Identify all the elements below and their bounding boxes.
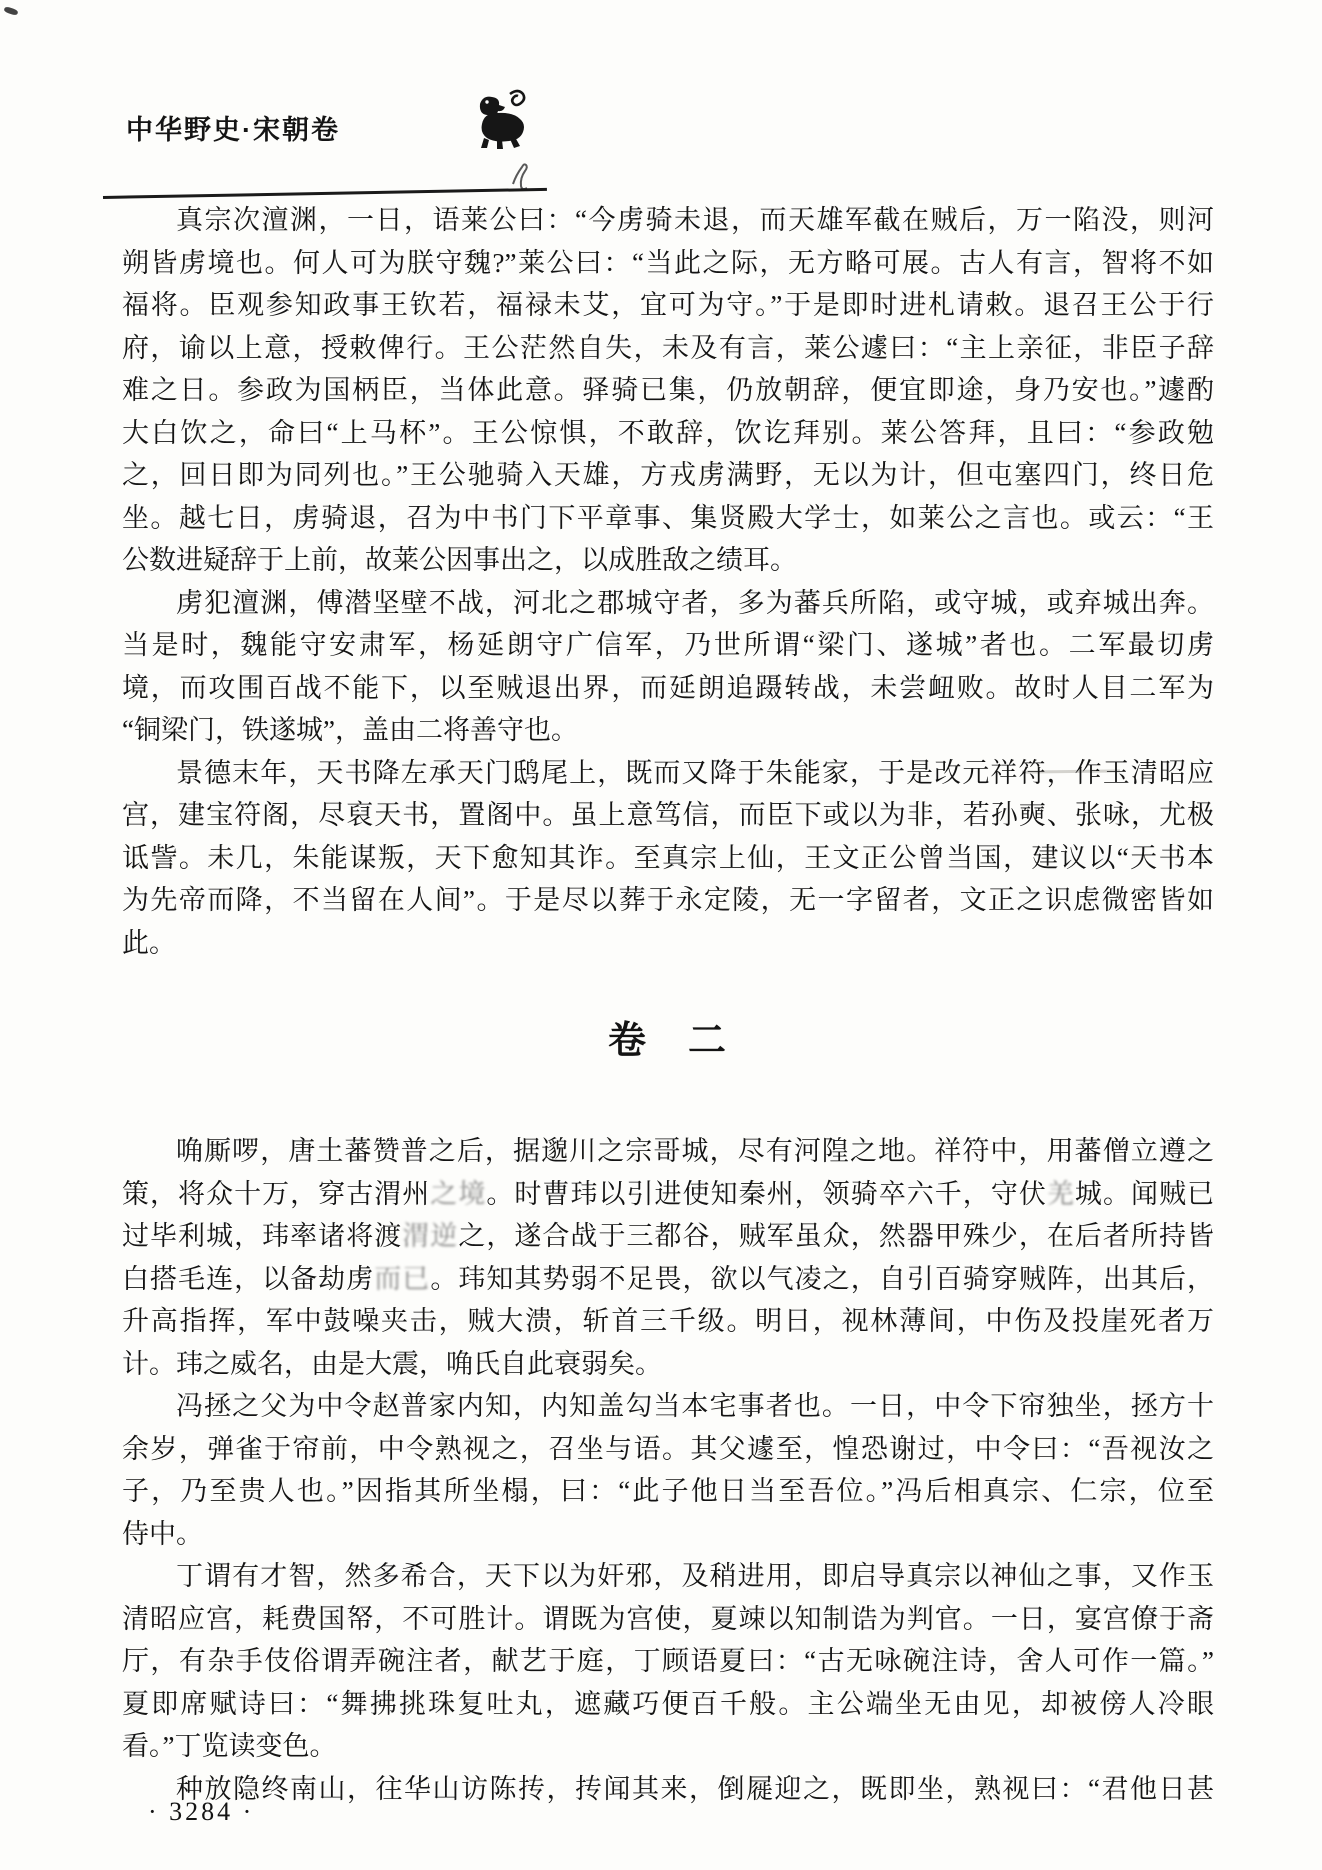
degraded-text: 羌	[1046, 1178, 1075, 1209]
text-line: 丁谓有才智，然多希合，天下以为奸邪，及稍进用，即启导真宗以神仙之事，又作玉	[176, 1561, 1214, 1591]
text-line: 种放隐终南山，往华山访陈抟，抟闻其来，倒屣迎之，既即坐，熟视曰：“君他日甚	[176, 1773, 1214, 1804]
text-line: 子，乃至贵人也。”因指其所坐榻，曰：“此子他日当至吾位。”冯后相真宗、仁宗，位至	[122, 1476, 1214, 1506]
text-line: 大白饮之，命曰“上马杯”。王公惊惧，不敢辞，饮讫拜别。莱公答拜，且曰：“参政勉	[122, 417, 1214, 448]
text-line: 厅，有杂手伎俗谓弄碗注者，献艺于庭，丁顾语夏曰：“古无咏碗注诗，舍人可作一篇。”	[122, 1646, 1214, 1676]
text-line: 为先帝而降，不当留在人间”。于是尽以葬于永定陵，无一字留者，文正之识虑微密皆如	[122, 885, 1214, 915]
text-line: 看。”丁览读变色。	[122, 1731, 337, 1761]
text-line: 福将。臣观参知政事王钦若，福禄未艾，宜可为守。”于是即时进札请敕。退召王公于行	[122, 290, 1214, 320]
degraded-text: 之境	[430, 1178, 487, 1209]
text-line: 虏犯澶渊，傅潜坚壁不战，河北之郡城守者，多为蕃兵所陷，或守城，或弃城出奔。	[176, 587, 1214, 618]
paragraph	[122, 1130, 1214, 1385]
text-line: 当是时，魏能守安肃军，杨延朗守广信军，乃世所谓“梁门、遂城”者也。二军最切虏	[122, 630, 1214, 660]
paragraph	[122, 1385, 1214, 1555]
degraded-text: 而已	[374, 1263, 431, 1294]
page-number: · 3284 ·	[148, 1797, 255, 1826]
text-line: 朔皆虏境也。何人可为朕守魏?”莱公曰：“当此之际，无方略可展。古人有言，智将不如	[122, 247, 1214, 278]
text-line: 境，而攻围百战不能下，以至贼退出界，而延朗追蹑转战，未尝衄败。故时人目二军为	[122, 672, 1214, 703]
text-line: 过毕利城，玮率诸将渡渭逆之，遂合战于三都谷，贼军虽众，然器甲殊少，在后者所持皆	[122, 1221, 1214, 1251]
text-line: 夏即席赋诗曰：“舞拂挑珠复吐丸，遮藏巧便百千般。主公端坐无由见，却被傍人冷眼	[122, 1688, 1214, 1719]
degraded-text: 渭逆	[402, 1221, 459, 1251]
paragraph	[122, 752, 1214, 965]
running-header-title: 中华野史·宋朝卷	[126, 115, 340, 145]
paragraph	[122, 1768, 1214, 1811]
paragraph	[122, 199, 1214, 582]
text-line: 坐。越七日，虏骑退，召为中书门下平章事、集贤殿大学士，如莱公之言也。或云：“王	[122, 502, 1214, 533]
text-line: 策，将众十万，穿古渭州之境。时曹玮以引进使知秦州，领骑卒六千，守伏羌城。闻贼已	[122, 1178, 1214, 1209]
section-heading: 卷 二	[607, 1020, 728, 1062]
text-line: 侍中。	[122, 1518, 203, 1549]
scan-speck	[3, 6, 18, 16]
text-body	[122, 199, 1214, 1810]
qilin-seal-icon	[472, 88, 526, 155]
text-line: “铜梁门，铁遂城”，盖由二将善守也。	[122, 715, 578, 745]
text-line: 此。	[122, 927, 176, 958]
text-line: 公数进疑辞于上前，故莱公因事出之，以成胜敌之绩耳。	[122, 545, 797, 575]
text-line: 真宗次澶渊，一日，语莱公曰：“今虏骑未退，而天雄军截在贼后，万一陷没，则河	[176, 205, 1214, 235]
text-line: 难之日。参政为国柄臣，当体此意。驿骑已集，仍放朝辞，便宜即途，身乃安也。”遽酌	[122, 375, 1214, 405]
text-line: 冯拯之父为中令赵普家内知，内知盖勾当本宅事者也。一日，中令下帘独坐，拯方十	[176, 1391, 1214, 1421]
paragraph	[122, 1555, 1214, 1768]
text-line: 唃厮啰，唐土蕃赞普之后，据邈川之宗哥城，尽有河隍之地。祥符中，用蕃僧立遵之	[176, 1136, 1214, 1166]
paragraph	[122, 582, 1214, 752]
header-rule	[103, 188, 547, 199]
text-line: 清昭应宫，耗费国帑，不可胜计。谓既为宫使，夏竦以知制诰为判官。一日，宴宫僚于斋	[122, 1603, 1214, 1634]
text-line: 诋訾。未几，朱能谋叛，天下愈知其诈。至真宗上仙，王文正公曾当国，建议以“天书本	[122, 842, 1214, 873]
text-line: 白搭毛连，以备劫虏而已。玮知其势弱不足畏，欲以气凌之，自引百骑穿贼阵，出其后，	[122, 1263, 1214, 1294]
text-line: 计。玮之威名，由是大震，唃氏自此衰弱矣。	[122, 1348, 662, 1379]
text-line: 之，回日即为同列也。”王公驰骑入天雄，方戎虏满野，无以为计，但屯塞四门，终日危	[122, 460, 1214, 490]
text-line: 景德末年，天书降左承天门鸱尾上，既而又降于朱能家，于是改元祥符，作玉清昭应	[176, 757, 1214, 788]
text-line: 升高指挥，军中鼓噪夹击，贼大溃，斩首三千级。明日，视林薄间，中伤及投崖死者万	[122, 1306, 1214, 1336]
text-line: 府，谕以上意，授敕俾行。王公茫然自失，未及有言，莱公遽曰：“主上亲征，非臣子辞	[122, 332, 1214, 363]
text-line: 余岁，弹雀于帘前，中令熟视之，召坐与语。其父遽至，惶恐谢过，中令曰：“吾视汝之	[122, 1433, 1214, 1464]
text-line: 宫，建宝符阁，尽裒天书，置阁中。虽上意笃信，而臣下或以为非，若孙奭、张咏，尤极	[122, 800, 1214, 830]
